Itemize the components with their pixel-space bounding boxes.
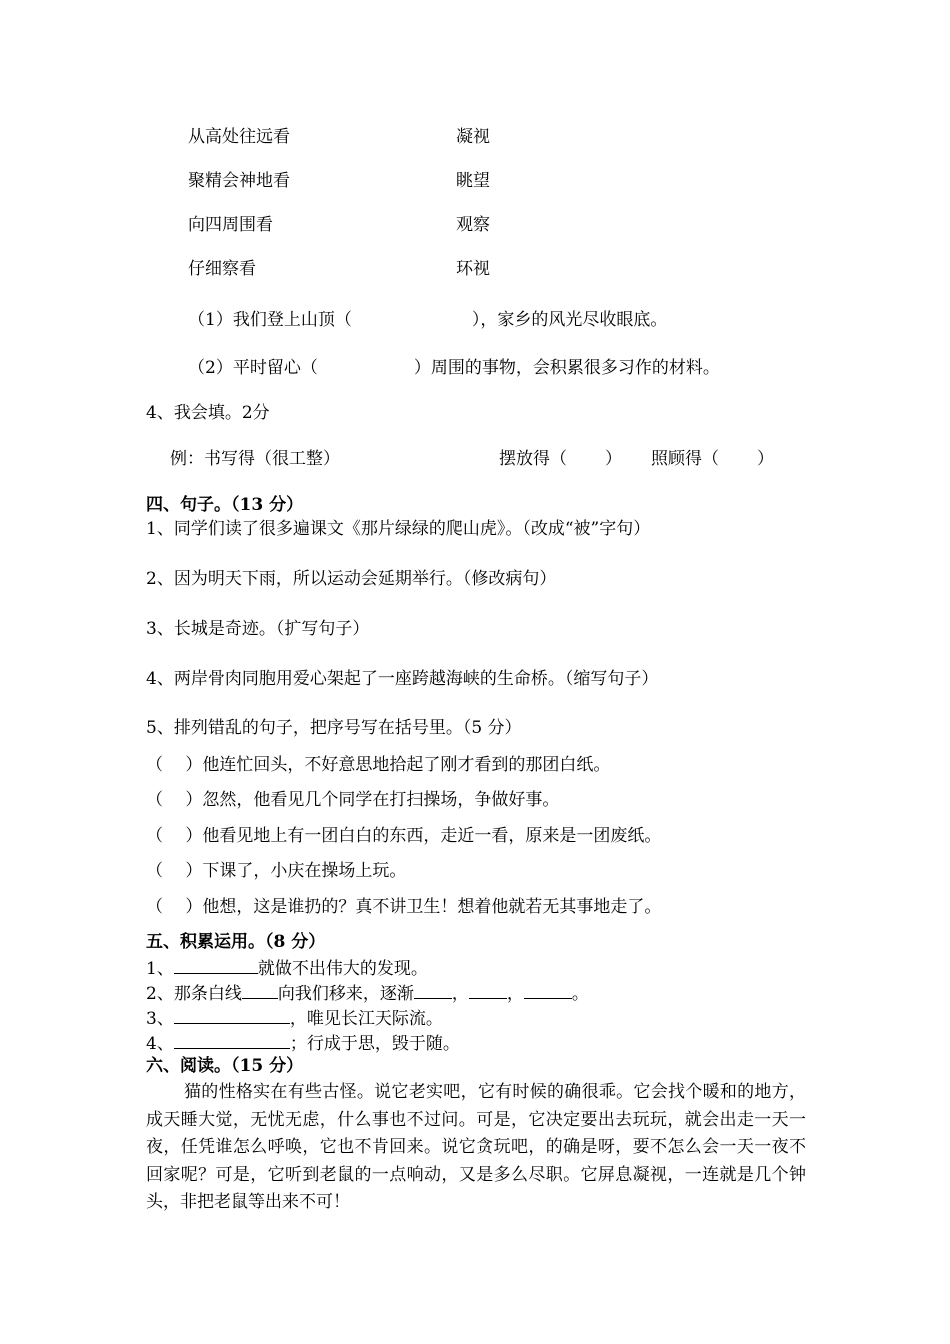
order-item[interactable]: （ ）他看见地上有一团白白的东西，走近一看，原来是一团废纸。 — [146, 826, 662, 846]
matching-right-1: 凝视 — [456, 127, 490, 147]
reading-passage: 猫的性格实在有些古怪。说它老实吧，它有时候的确很乖。它会找个暖和的地方，成天睡大觉，无忧无虑，什么事也不过问。可是，它决定要出去玩玩，就会出走一天一夜，任凭谁怎么呼唤，它也不肯回来。说它贪玩吧，的确是呀，要不怎么会一天一夜不回家呢？可是，它听到老鼠的一点响动，又是多么尽职。它屏息凝视，一连就是几个钟头，非把老鼠等出来不可！ — [146, 1082, 806, 1212]
accumulation-line-1: 1、 就做不出伟大的发现。 — [146, 956, 428, 980]
sentence-question: 2、因为明天下雨，所以运动会延期举行。（修改病句） — [146, 569, 557, 589]
sentence-question: 3、长城是奇迹。（扩写句子） — [146, 619, 370, 639]
fill-item-1: 摆放得（ ） — [499, 449, 622, 469]
answer-blank[interactable] — [242, 981, 278, 999]
sentence-question: 1、同学们读了很多遍课文《那片绿绿的爬山虎》。（改成“被”字句） — [146, 519, 651, 539]
answer-blank[interactable] — [469, 981, 507, 999]
sentence-question: 5、排列错乱的句子，把序号写在括号里。（5 分） — [146, 718, 522, 738]
matching-left-2: 聚精会神地看 — [188, 171, 290, 191]
answer-blank[interactable] — [524, 981, 572, 999]
section-heading: 六、阅读。（15 分） — [146, 1056, 304, 1076]
fill-item-2: 照顾得（ ） — [651, 449, 774, 469]
question-title: 4、我会填。2分 — [146, 403, 270, 423]
answer-blank[interactable] — [174, 1031, 290, 1049]
order-item[interactable]: （ ）下课了，小庆在操场上玩。 — [146, 861, 407, 881]
answer-blank[interactable] — [174, 1006, 290, 1024]
matching-right-3: 观察 — [456, 215, 490, 235]
order-item[interactable]: （ ）他想，这是谁扔的？真不讲卫生！想着他就若无其事地走了。 — [146, 897, 662, 917]
section-heading: 四、句子。（13 分） — [146, 495, 304, 515]
matching-right-4: 环视 — [456, 259, 490, 279]
answer-blank[interactable] — [174, 956, 258, 974]
matching-left-1: 从高处往远看 — [188, 127, 290, 147]
sentence-question: 4、两岸骨肉同胞用爱心架起了一座跨越海峡的生命桥。（缩写句子） — [146, 669, 659, 689]
example-text: 例：书写得（很工整） — [170, 449, 340, 469]
accumulation-line-2: 2、那条白线 向我们移来，逐渐 ， ， 。 — [146, 981, 589, 1005]
matching-left-4: 仔细察看 — [188, 259, 256, 279]
order-item[interactable]: （ ）忽然，他看见几个同学在打扫操场，争做好事。 — [146, 790, 560, 810]
fill-in-sentence-1: （1）我们登上山顶（ ），家乡的风光尽收眼底。 — [188, 310, 668, 330]
section-heading: 五、积累运用。（8 分） — [146, 932, 326, 952]
answer-blank[interactable] — [414, 981, 452, 999]
accumulation-line-4: 4、 ；行成于思，毁于随。 — [146, 1031, 460, 1055]
matching-right-2: 眺望 — [456, 171, 490, 191]
accumulation-line-3: 3、 ，唯见长江天际流。 — [146, 1006, 443, 1030]
fill-in-sentence-2: （2）平时留心（ ）周围的事物，会积累很多习作的材料。 — [188, 358, 720, 378]
matching-left-3: 向四周围看 — [188, 215, 273, 235]
order-item[interactable]: （ ）他连忙回头，不好意思地拾起了刚才看到的那团白纸。 — [146, 755, 611, 775]
